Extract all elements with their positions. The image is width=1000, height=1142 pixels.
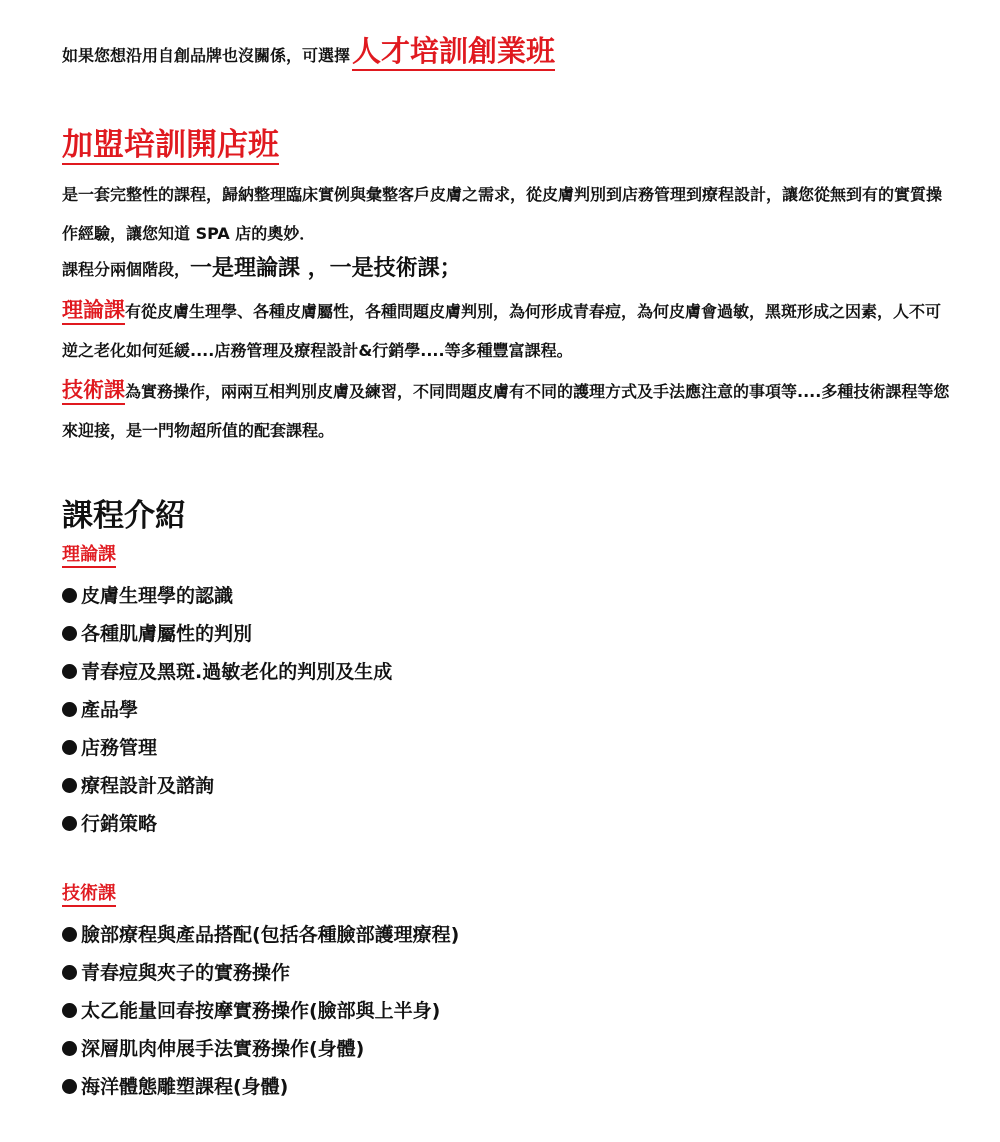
theory-tag: 理論課: [62, 299, 125, 325]
theory-paragraph: [62, 292, 952, 370]
theory-subheading: 理論課: [62, 545, 116, 568]
list-item: 各種肌膚屬性的判別: [62, 615, 392, 653]
bullet-icon: [62, 740, 77, 755]
tech-paragraph: [62, 372, 952, 450]
course-section-title: 課程介紹: [62, 498, 186, 534]
list-item: 皮膚生理學的認識: [62, 577, 392, 615]
bullet-icon: [62, 816, 77, 831]
bullet-icon: [62, 702, 77, 717]
list-item: 深層肌肉伸展手法實務操作(身體): [62, 1030, 459, 1068]
list-item: 海洋體態雕塑課程(身體): [62, 1068, 459, 1106]
tech-subheading: 技術課: [62, 884, 116, 907]
talent-class-highlight: 人才培訓創業班: [352, 36, 555, 71]
list-item: 臉部療程與產品搭配(包括各種臉部護理療程): [62, 916, 459, 954]
stages-prefix: 課程分兩個階段，: [62, 260, 191, 279]
list-item: 青春痘與夾子的實務操作: [62, 954, 459, 992]
list-item: 店務管理: [62, 729, 392, 767]
bullet-icon: [62, 1003, 77, 1018]
join-section-title: 加盟培訓開店班: [62, 128, 279, 165]
list-item: 產品學: [62, 691, 392, 729]
join-intro-paragraph: 是一套完整性的課程，歸納整理臨床實例與彙整客戶皮膚之需求，從皮膚判別到店務管理到療程設計，讓您從無到有的實質操作經驗，讓您知道 SPA 店的奧妙．: [62, 185, 943, 243]
bullet-icon: [62, 965, 77, 980]
bullet-icon: [62, 626, 77, 641]
tech-tag: 技術課: [62, 379, 125, 405]
theory-course-list: [62, 577, 392, 843]
intro-text: 如果您想沿用自創品牌也沒關係，可選擇: [62, 46, 351, 65]
bullet-icon: [62, 778, 77, 793]
list-item: 青春痘及黑斑.過敏老化的判別及生成: [62, 653, 392, 691]
bullet-icon: [62, 588, 77, 603]
bullet-icon: [62, 927, 77, 942]
stages-emphasis: 一是理論課 ，一是技術課；: [190, 256, 462, 281]
stages-paragraph: [62, 252, 952, 287]
bullet-icon: [62, 1079, 77, 1094]
list-item: 太乙能量回春按摩實務操作(臉部與上半身): [62, 992, 459, 1030]
bullet-icon: [62, 664, 77, 679]
tech-description: 為實務操作，兩兩互相判別皮膚及練習，不同問題皮膚有不同的護理方式及手法應注意的事項等....多種技術課程等您來迎接，是一門物超所值的配套課程。: [62, 382, 950, 440]
list-item: 行銷策略: [62, 805, 392, 843]
bullet-icon: [62, 1041, 77, 1056]
theory-description: 有從皮膚生理學、各種皮膚屬性，各種問題皮膚判別，為何形成青春痘，為何皮膚會過敏，黑斑形成之因素，人不可逆之老化如何延緩....店務管理及療程設計&行銷學....等多種豐富課程。: [62, 302, 942, 360]
list-item: 療程設計及諮詢: [62, 767, 392, 805]
intro-line: [62, 36, 555, 71]
tech-course-list: [62, 916, 459, 1106]
